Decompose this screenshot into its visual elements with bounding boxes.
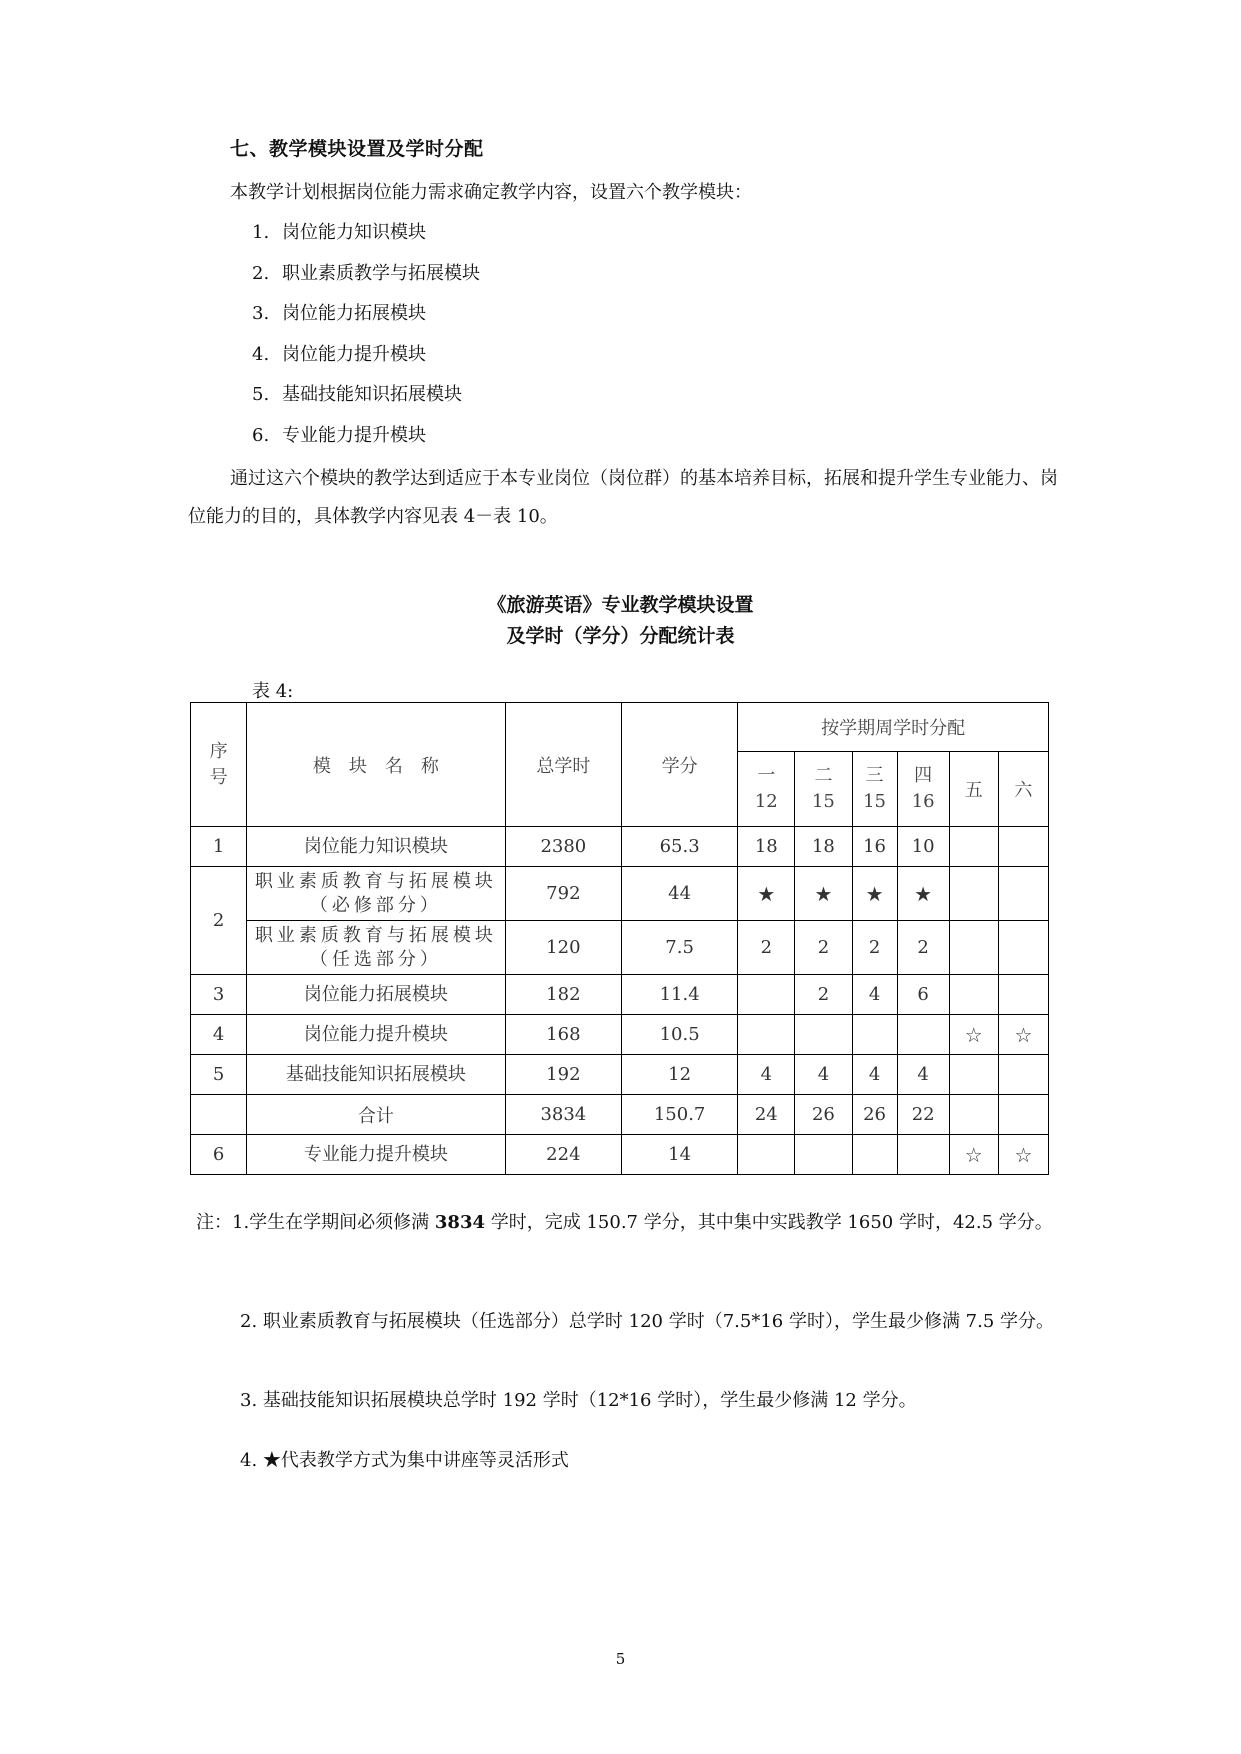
list-item [252, 380, 480, 421]
black-star-icon: ★ [795, 867, 852, 921]
table-row [191, 921, 1049, 975]
white-star-icon: ☆ [998, 1015, 1048, 1055]
cell-semester: 4 [795, 1055, 852, 1095]
list-item [252, 259, 480, 300]
cell-hours: 120 [505, 921, 621, 975]
cell-semester [998, 921, 1048, 975]
summary-paragraph: 通过这六个模块的教学达到适应于本专业岗位（岗位群）的基本培养目标，拓展和提升学生专业能力、岗位能力的目的，具体教学内容见表 4－表 10。 [188, 468, 1058, 527]
white-star-icon: ☆ [949, 1015, 998, 1055]
cell-semester: 26 [795, 1095, 852, 1135]
header-credits: 学分 [621, 703, 737, 827]
cell-semester [949, 1095, 998, 1135]
header-semester: 六 [998, 752, 1048, 827]
cell-semester [998, 975, 1048, 1015]
note-1-bold-hours: 3834 [434, 1212, 486, 1233]
header-semester: 三 15 [852, 752, 897, 827]
cell-seq: 1 [191, 827, 247, 867]
cell-semester: 22 [897, 1095, 949, 1135]
intro-paragraph: 本教学计划根据岗位能力需求确定教学内容，设置六个教学模块： [230, 182, 752, 203]
cell-credits: 14 [621, 1135, 737, 1175]
header-semester: 五 [949, 752, 998, 827]
table-row [191, 1055, 1049, 1095]
header-seq-bottom: 号 [209, 766, 228, 788]
cell-credits: 150.7 [621, 1095, 737, 1135]
note-3: 3. 基础技能知识拓展模块总学时 192 学时（12*16 学时），学生最少修满 12 学分。 [240, 1390, 917, 1411]
cell-semester: 24 [738, 1095, 795, 1135]
cell-semester [998, 1055, 1048, 1095]
list-number: 5. [252, 384, 270, 405]
table-row [191, 1015, 1049, 1055]
cell-credits: 7.5 [621, 921, 737, 975]
header-seq [191, 703, 247, 827]
cell-name: 基础技能知识拓展模块 [247, 1055, 506, 1095]
table-title-line1: 《旅游英语》专业教学模块设置 [487, 594, 754, 616]
black-star-icon: ★ [852, 867, 897, 921]
header-hours: 总学时 [505, 703, 621, 827]
cell-total-label: 合计 [247, 1095, 506, 1135]
cell-semester: 10 [897, 827, 949, 867]
cell-credits: 11.4 [621, 975, 737, 1015]
cell-name: 岗位能力知识模块 [247, 827, 506, 867]
cell-seq: 6 [191, 1135, 247, 1175]
list-label: 岗位能力拓展模块 [282, 303, 426, 324]
table-row [191, 1135, 1049, 1175]
cell-semester [998, 867, 1048, 921]
cell-semester: 4 [852, 975, 897, 1015]
cell-semester: 18 [738, 827, 795, 867]
note-4: 4. ★代表教学方式为集中讲座等灵活形式 [240, 1450, 569, 1471]
cell-semester: 2 [897, 921, 949, 975]
cell-semester: 4 [852, 1055, 897, 1095]
cell-semester: 2 [795, 975, 852, 1015]
cell-semester [949, 867, 998, 921]
list-label: 岗位能力知识模块 [282, 222, 426, 243]
cell-hours: 792 [505, 867, 621, 921]
cell-name: 岗位能力拓展模块 [247, 975, 506, 1015]
cell-name: 专业能力提升模块 [247, 1135, 506, 1175]
cell-semester: 18 [795, 827, 852, 867]
cell-semester [738, 1015, 795, 1055]
cell-hours: 192 [505, 1055, 621, 1095]
module-hours-table [190, 702, 1049, 1175]
table-row [191, 867, 1049, 921]
header-semester: 二 15 [795, 752, 852, 827]
list-item [252, 421, 480, 462]
note-2: 2. 职业素质教育与拓展模块（任选部分）总学时 120 学时（7.5*16 学时），学生最少修满 7.5 学分。 [240, 1311, 1055, 1332]
header-semester: 四 16 [897, 752, 949, 827]
black-star-icon: ★ [738, 867, 795, 921]
cell-hours: 2380 [505, 827, 621, 867]
cell-semester [949, 1055, 998, 1095]
cell-semester: 6 [897, 975, 949, 1015]
cell-semester [852, 1015, 897, 1055]
page-number: 5 [615, 1650, 626, 1668]
list-label: 职业素质教学与拓展模块 [282, 262, 480, 284]
cell-semester: 2 [738, 921, 795, 975]
table-total-row [191, 1095, 1049, 1135]
list-number: 1. [252, 222, 270, 243]
header-semester-group: 按学期周学时分配 [738, 703, 1049, 752]
cell-semester: 4 [738, 1055, 795, 1095]
cell-semester: 2 [852, 921, 897, 975]
module-list [252, 218, 480, 461]
list-number: 4. [252, 343, 270, 365]
cell-semester [897, 1135, 949, 1175]
cell-seq: 5 [191, 1055, 247, 1095]
note-1: 注：1.学生在学期间必须修满 3834 学时，完成 150.7 学分，其中集中实践教学 1650 学时，42.5 学分。 [196, 1212, 1053, 1233]
list-label: 专业能力提升模块 [282, 424, 426, 446]
cell-name: 岗位能力提升模块 [247, 1015, 506, 1055]
cell-semester: 16 [852, 827, 897, 867]
cell-semester [949, 827, 998, 867]
cell-semester [949, 921, 998, 975]
cell-semester [897, 1015, 949, 1055]
list-label: 基础技能知识拓展模块 [282, 384, 462, 405]
table-title-line2: 及学时（学分）分配统计表 [506, 625, 735, 647]
cell-semester [998, 1095, 1048, 1135]
cell-seq: 3 [191, 975, 247, 1015]
cell-semester [738, 975, 795, 1015]
cell-seq: 4 [191, 1015, 247, 1055]
list-number: 3. [252, 303, 270, 324]
list-number: 2. [252, 262, 270, 284]
cell-semester: 2 [795, 921, 852, 975]
cell-credits: 10.5 [621, 1015, 737, 1055]
header-semester: 一 12 [738, 752, 795, 827]
cell-credits: 65.3 [621, 827, 737, 867]
cell-hours: 3834 [505, 1095, 621, 1135]
list-label: 岗位能力提升模块 [282, 343, 426, 365]
cell-semester: 26 [852, 1095, 897, 1135]
cell-hours: 224 [505, 1135, 621, 1175]
cell-hours: 182 [505, 975, 621, 1015]
cell-semester [795, 1135, 852, 1175]
list-item [252, 299, 480, 340]
cell-seq [191, 1095, 247, 1135]
table-label: 表 4: [252, 681, 294, 702]
cell-name: 职业素质教育与拓展模块（必修部分） [247, 867, 506, 921]
list-item [252, 340, 480, 381]
list-number: 6. [252, 424, 270, 446]
cell-semester: 4 [897, 1055, 949, 1095]
cell-seq: 2 [191, 867, 247, 975]
cell-credits: 12 [621, 1055, 737, 1095]
black-star-icon: ★ [897, 867, 949, 921]
list-item [252, 218, 480, 259]
cell-semester [949, 975, 998, 1015]
cell-semester [738, 1135, 795, 1175]
section-title: 七、教学模块设置及学时分配 [230, 138, 484, 160]
cell-credits: 44 [621, 867, 737, 921]
white-star-icon: ☆ [998, 1135, 1048, 1175]
header-name: 模块名称 [247, 703, 506, 827]
table-row [191, 975, 1049, 1015]
table-header-row [191, 703, 1049, 752]
cell-semester [998, 827, 1048, 867]
cell-semester [852, 1135, 897, 1175]
header-seq-top: 序 [209, 740, 228, 762]
cell-hours: 168 [505, 1015, 621, 1055]
cell-name: 职业素质教育与拓展模块（任选部分） [247, 921, 506, 975]
table-row [191, 827, 1049, 867]
white-star-icon: ☆ [949, 1135, 998, 1175]
cell-semester [795, 1015, 852, 1055]
